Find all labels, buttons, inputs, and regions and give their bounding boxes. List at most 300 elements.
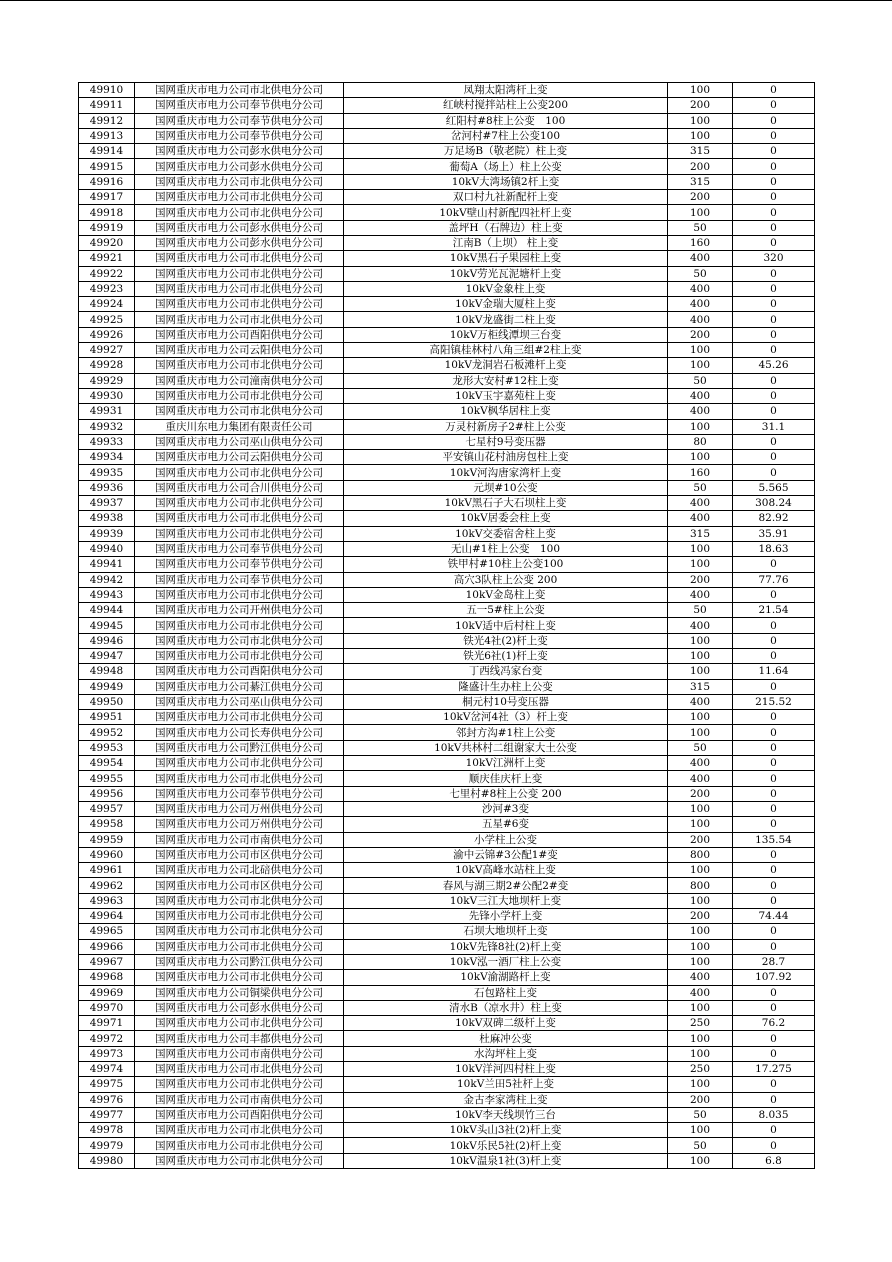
value-cell: 0 [733, 388, 815, 403]
table-row [79, 450, 815, 465]
value-cell: 0 [733, 98, 815, 113]
capacity-cell: 100 [668, 725, 733, 740]
transformer-name-cell: 10kV万柜线潭坝三台变 [344, 327, 668, 342]
table-row [79, 174, 815, 189]
value-cell: 0 [733, 1077, 815, 1092]
row-id-cell: 49946 [79, 633, 135, 648]
company-cell: 国网重庆市电力公司开州供电分公司 [135, 603, 344, 618]
transformer-name-cell: 凤翔太阳湾杆上变 [344, 83, 668, 98]
company-cell: 国网重庆市电力公司市北供电分公司 [135, 266, 344, 281]
capacity-cell: 400 [668, 496, 733, 511]
row-id-cell: 49977 [79, 1107, 135, 1122]
transformer-name-cell: 10kV温泉1社(3)杆上变 [344, 1153, 668, 1168]
company-cell: 国网重庆市电力公司丰都供电分公司 [135, 1031, 344, 1046]
value-cell: 6.8 [733, 1153, 815, 1168]
table-row [79, 1077, 815, 1092]
transformer-name-cell: 高阳镇桂林村八角三组#2柱上变 [344, 343, 668, 358]
row-id-cell: 49920 [79, 235, 135, 250]
capacity-cell: 100 [668, 541, 733, 556]
capacity-cell: 200 [668, 909, 733, 924]
row-id-cell: 49923 [79, 281, 135, 296]
row-id-cell: 49952 [79, 725, 135, 740]
table-row [79, 205, 815, 220]
row-id-cell: 49973 [79, 1046, 135, 1061]
capacity-cell: 160 [668, 465, 733, 480]
transformer-name-cell: 10kV乐民5社(2)杆上变 [344, 1138, 668, 1153]
value-cell: 0 [733, 924, 815, 939]
transformer-name-cell: 10kV先锋8社(2)杆上变 [344, 939, 668, 954]
capacity-cell: 400 [668, 511, 733, 526]
table-row [79, 587, 815, 602]
company-cell: 国网重庆市电力公司市北供电分公司 [135, 893, 344, 908]
row-id-cell: 49930 [79, 388, 135, 403]
row-id-cell: 49953 [79, 740, 135, 755]
capacity-cell: 100 [668, 205, 733, 220]
table-row [79, 756, 815, 771]
value-cell: 0 [733, 893, 815, 908]
capacity-cell: 100 [668, 648, 733, 663]
value-cell: 0 [733, 939, 815, 954]
company-cell: 国网重庆市电力公司市北供电分公司 [135, 633, 344, 648]
company-cell: 国网重庆市电力公司市北供电分公司 [135, 710, 344, 725]
value-cell: 0 [733, 312, 815, 327]
company-cell: 国网重庆市电力公司市北供电分公司 [135, 970, 344, 985]
table-row [79, 128, 815, 143]
transformer-name-cell: 10kV金岛柱上变 [344, 587, 668, 602]
capacity-cell: 100 [668, 1077, 733, 1092]
transformer-name-cell: 10kV枫华居柱上变 [344, 404, 668, 419]
capacity-cell: 400 [668, 587, 733, 602]
transformer-name-cell: 10kV洋河四村柱上变 [344, 1062, 668, 1077]
transformer-name-cell: 10kV泓一酒厂柱上公变 [344, 954, 668, 969]
capacity-cell: 100 [668, 924, 733, 939]
value-cell: 0 [733, 878, 815, 893]
row-id-cell: 49921 [79, 251, 135, 266]
row-id-cell: 49935 [79, 465, 135, 480]
value-cell: 0 [733, 587, 815, 602]
company-cell: 国网重庆市电力公司市北供电分公司 [135, 648, 344, 663]
row-id-cell: 49947 [79, 648, 135, 663]
capacity-cell: 100 [668, 633, 733, 648]
transformer-name-cell: 无山#1柱上公变 100 [344, 541, 668, 556]
table-row [79, 878, 815, 893]
transformer-name-cell: 五一5#柱上公变 [344, 603, 668, 618]
value-cell: 0 [733, 220, 815, 235]
value-cell: 0 [733, 710, 815, 725]
capacity-cell: 100 [668, 450, 733, 465]
capacity-cell: 800 [668, 878, 733, 893]
company-cell: 国网重庆市电力公司奉节供电分公司 [135, 113, 344, 128]
company-cell: 重庆川东电力集团有限责任公司 [135, 419, 344, 434]
value-cell: 11.64 [733, 664, 815, 679]
transformer-name-cell: 小学柱上公变 [344, 832, 668, 847]
capacity-cell: 315 [668, 144, 733, 159]
capacity-cell: 200 [668, 572, 733, 587]
table-body [79, 83, 815, 1169]
company-cell: 国网重庆市电力公司市北供电分公司 [135, 404, 344, 419]
value-cell: 0 [733, 1123, 815, 1138]
capacity-cell: 400 [668, 694, 733, 709]
row-id-cell: 49931 [79, 404, 135, 419]
capacity-cell: 400 [668, 312, 733, 327]
value-cell: 0 [733, 740, 815, 755]
transformer-name-cell: 双口村九社新配杆上变 [344, 190, 668, 205]
capacity-cell: 100 [668, 419, 733, 434]
row-id-cell: 49916 [79, 174, 135, 189]
company-cell: 国网重庆市电力公司长寿供电分公司 [135, 725, 344, 740]
company-cell: 国网重庆市电力公司彭水供电分公司 [135, 159, 344, 174]
company-cell: 国网重庆市电力公司市区供电分公司 [135, 847, 344, 862]
row-id-cell: 49955 [79, 771, 135, 786]
company-cell: 国网重庆市电力公司市北供电分公司 [135, 1153, 344, 1168]
row-id-cell: 49960 [79, 847, 135, 862]
row-id-cell: 49968 [79, 970, 135, 985]
table-row [79, 1138, 815, 1153]
table-row [79, 679, 815, 694]
capacity-cell: 315 [668, 526, 733, 541]
value-cell: 0 [733, 83, 815, 98]
company-cell: 国网重庆市电力公司市区供电分公司 [135, 878, 344, 893]
transformer-name-cell: 10kV河沟唐家湾杆上变 [344, 465, 668, 480]
transformer-name-cell: 10kV龙盛街二柱上变 [344, 312, 668, 327]
transformer-name-cell: 10kV高峰水站柱上变 [344, 863, 668, 878]
row-id-cell: 49962 [79, 878, 135, 893]
transformer-name-cell: 丁西线冯家台变 [344, 664, 668, 679]
table-row [79, 1046, 815, 1061]
table-row [79, 404, 815, 419]
capacity-cell: 400 [668, 281, 733, 296]
transformer-name-cell: 10kV龙洞岩石板滩杆上变 [344, 358, 668, 373]
capacity-cell: 200 [668, 98, 733, 113]
company-cell: 国网重庆市电力公司市北供电分公司 [135, 312, 344, 327]
row-id-cell: 49951 [79, 710, 135, 725]
transformer-name-cell: 10kV黑石子大石坝柱上变 [344, 496, 668, 511]
transformer-name-cell: 石包路柱上变 [344, 985, 668, 1000]
row-id-cell: 49959 [79, 832, 135, 847]
transformer-name-cell: 10kV金瑞大厦柱上变 [344, 297, 668, 312]
row-id-cell: 49964 [79, 909, 135, 924]
company-cell: 国网重庆市电力公司云阳供电分公司 [135, 450, 344, 465]
company-cell: 国网重庆市电力公司市北供电分公司 [135, 281, 344, 296]
transformer-name-cell: 万足场B（敬老院）柱上变 [344, 144, 668, 159]
company-cell: 国网重庆市电力公司黔江供电分公司 [135, 954, 344, 969]
company-cell: 国网重庆市电力公司巫山供电分公司 [135, 694, 344, 709]
transformer-name-cell: 龙形大安村#12柱上变 [344, 373, 668, 388]
value-cell: 21.54 [733, 603, 815, 618]
table-row [79, 1062, 815, 1077]
capacity-cell: 100 [668, 801, 733, 816]
transformer-name-cell: 平安镇山花村油房包柱上变 [344, 450, 668, 465]
page-top-rule [0, 0, 892, 1]
row-id-cell: 49927 [79, 343, 135, 358]
capacity-cell: 100 [668, 954, 733, 969]
table-row [79, 817, 815, 832]
row-id-cell: 49950 [79, 694, 135, 709]
row-id-cell: 49942 [79, 572, 135, 587]
company-cell: 国网重庆市电力公司彭水供电分公司 [135, 220, 344, 235]
capacity-cell: 250 [668, 1062, 733, 1077]
transformer-name-cell: 盖坪H（石牌边）柱上变 [344, 220, 668, 235]
value-cell: 107.92 [733, 970, 815, 985]
company-cell: 国网重庆市电力公司酉阳供电分公司 [135, 664, 344, 679]
capacity-cell: 160 [668, 235, 733, 250]
company-cell: 国网重庆市电力公司黔江供电分公司 [135, 740, 344, 755]
transformer-name-cell: 春风与湖三期2#公配2#变 [344, 878, 668, 893]
value-cell: 0 [733, 771, 815, 786]
capacity-cell: 50 [668, 1107, 733, 1122]
table-row [79, 98, 815, 113]
value-cell: 74.44 [733, 909, 815, 924]
table-row [79, 664, 815, 679]
table-row [79, 144, 815, 159]
transformer-name-cell: 七星村9号变压器 [344, 434, 668, 449]
table-row [79, 1153, 815, 1168]
value-cell: 0 [733, 343, 815, 358]
company-cell: 国网重庆市电力公司市北供电分公司 [135, 358, 344, 373]
company-cell: 国网重庆市电力公司市北供电分公司 [135, 618, 344, 633]
transformer-name-cell: 五星#6变 [344, 817, 668, 832]
value-cell: 0 [733, 327, 815, 342]
capacity-cell: 400 [668, 771, 733, 786]
capacity-cell: 50 [668, 603, 733, 618]
company-cell: 国网重庆市电力公司云阳供电分公司 [135, 343, 344, 358]
table-row [79, 526, 815, 541]
row-id-cell: 49926 [79, 327, 135, 342]
transformer-name-cell: 10kV金象柱上变 [344, 281, 668, 296]
value-cell: 45.26 [733, 358, 815, 373]
table-row [79, 220, 815, 235]
table-row [79, 434, 815, 449]
capacity-cell: 100 [668, 358, 733, 373]
row-id-cell: 49976 [79, 1092, 135, 1107]
value-cell: 0 [733, 205, 815, 220]
transformer-name-cell: 水沟坪柱上变 [344, 1046, 668, 1061]
row-id-cell: 49954 [79, 756, 135, 771]
row-id-cell: 49944 [79, 603, 135, 618]
transformer-name-cell: 先锋小学杆上变 [344, 909, 668, 924]
table-row [79, 83, 815, 98]
row-id-cell: 49919 [79, 220, 135, 235]
table-row [79, 1092, 815, 1107]
company-cell: 国网重庆市电力公司市北供电分公司 [135, 909, 344, 924]
table-row [79, 251, 815, 266]
table-row [79, 572, 815, 587]
row-id-cell: 49965 [79, 924, 135, 939]
table-row [79, 1016, 815, 1031]
table-row [79, 847, 815, 862]
capacity-cell: 100 [668, 893, 733, 908]
transformer-name-cell: 红阳村#8柱上公变 100 [344, 113, 668, 128]
transformer-name-cell: 金古李家湾柱上变 [344, 1092, 668, 1107]
company-cell: 国网重庆市电力公司市北供电分公司 [135, 1138, 344, 1153]
capacity-cell: 100 [668, 1123, 733, 1138]
transformer-name-cell: 10kV适中后村柱上变 [344, 618, 668, 633]
table-row [79, 465, 815, 480]
capacity-cell: 100 [668, 710, 733, 725]
table-row [79, 694, 815, 709]
table-row [79, 771, 815, 786]
value-cell: 0 [733, 801, 815, 816]
table-row [79, 1123, 815, 1138]
company-cell: 国网重庆市电力公司合川供电分公司 [135, 480, 344, 495]
table-row [79, 710, 815, 725]
capacity-cell: 50 [668, 220, 733, 235]
transformer-name-cell: 红峡村搅拌站柱上公变200 [344, 98, 668, 113]
transformer-name-cell: 10kV岔河4社（3）杆上变 [344, 710, 668, 725]
transformer-name-cell: 万灵村新房子2#柱上公变 [344, 419, 668, 434]
transformer-name-cell: 石坝大地坝杆上变 [344, 924, 668, 939]
company-cell: 国网重庆市电力公司彭水供电分公司 [135, 144, 344, 159]
row-id-cell: 49979 [79, 1138, 135, 1153]
capacity-cell: 100 [668, 863, 733, 878]
table-row [79, 832, 815, 847]
company-cell: 国网重庆市电力公司市北供电分公司 [135, 587, 344, 602]
row-id-cell: 49910 [79, 83, 135, 98]
value-cell: 0 [733, 174, 815, 189]
value-cell: 0 [733, 434, 815, 449]
value-cell: 0 [733, 679, 815, 694]
value-cell: 0 [733, 1138, 815, 1153]
row-id-cell: 49911 [79, 98, 135, 113]
row-id-cell: 49956 [79, 786, 135, 801]
company-cell: 国网重庆市电力公司市北供电分公司 [135, 1016, 344, 1031]
capacity-cell: 200 [668, 1092, 733, 1107]
capacity-cell: 200 [668, 159, 733, 174]
value-cell: 0 [733, 817, 815, 832]
table-row [79, 541, 815, 556]
capacity-cell: 100 [668, 817, 733, 832]
row-id-cell: 49924 [79, 297, 135, 312]
value-cell: 215.52 [733, 694, 815, 709]
transformer-table [78, 82, 815, 1169]
table-row [79, 388, 815, 403]
capacity-cell: 400 [668, 297, 733, 312]
capacity-cell: 100 [668, 1046, 733, 1061]
company-cell: 国网重庆市电力公司市南供电分公司 [135, 832, 344, 847]
capacity-cell: 200 [668, 190, 733, 205]
transformer-name-cell: 10kV李天线坝竹三台 [344, 1107, 668, 1122]
table-row [79, 496, 815, 511]
table-row [79, 1000, 815, 1015]
value-cell: 0 [733, 648, 815, 663]
company-cell: 国网重庆市电力公司綦江供电分公司 [135, 679, 344, 694]
table-row [79, 863, 815, 878]
table-row [79, 358, 815, 373]
row-id-cell: 49974 [79, 1062, 135, 1077]
capacity-cell: 315 [668, 174, 733, 189]
table-row [79, 266, 815, 281]
transformer-name-cell: 清水B（凉水井）柱上变 [344, 1000, 668, 1015]
transformer-name-cell: 桐元村10号变压器 [344, 694, 668, 709]
value-cell: 0 [733, 633, 815, 648]
transformer-name-cell: 江南B（上坝） 柱上变 [344, 235, 668, 250]
transformer-name-cell: 七里村#8柱上公变 200 [344, 786, 668, 801]
transformer-name-cell: 10kV头山3社(2)杆上变 [344, 1123, 668, 1138]
company-cell: 国网重庆市电力公司铜梁供电分公司 [135, 985, 344, 1000]
transformer-name-cell: 10kV玉宇嘉苑柱上变 [344, 388, 668, 403]
value-cell: 0 [733, 373, 815, 388]
value-cell: 0 [733, 756, 815, 771]
value-cell: 77.76 [733, 572, 815, 587]
row-id-cell: 49928 [79, 358, 135, 373]
value-cell: 0 [733, 725, 815, 740]
value-cell: 31.1 [733, 419, 815, 434]
transformer-name-cell: 10kV大湾场镇2杆上变 [344, 174, 668, 189]
company-cell: 国网重庆市电力公司市北供电分公司 [135, 511, 344, 526]
value-cell: 0 [733, 450, 815, 465]
capacity-cell: 100 [668, 1153, 733, 1168]
row-id-cell: 49966 [79, 939, 135, 954]
table-row [79, 786, 815, 801]
row-id-cell: 49914 [79, 144, 135, 159]
table-row [79, 909, 815, 924]
row-id-cell: 49943 [79, 587, 135, 602]
company-cell: 国网重庆市电力公司市北供电分公司 [135, 83, 344, 98]
table-row [79, 725, 815, 740]
company-cell: 国网重庆市电力公司市北供电分公司 [135, 388, 344, 403]
company-cell: 国网重庆市电力公司万州供电分公司 [135, 801, 344, 816]
capacity-cell: 400 [668, 970, 733, 985]
table-row [79, 740, 815, 755]
company-cell: 国网重庆市电力公司北碚供电分公司 [135, 863, 344, 878]
table-row [79, 327, 815, 342]
transformer-name-cell: 10kV黑石子果园柱上变 [344, 251, 668, 266]
value-cell: 308.24 [733, 496, 815, 511]
value-cell: 0 [733, 266, 815, 281]
row-id-cell: 49938 [79, 511, 135, 526]
transformer-name-cell: 元坝#10公变 [344, 480, 668, 495]
value-cell: 0 [733, 557, 815, 572]
value-cell: 0 [733, 144, 815, 159]
value-cell: 0 [733, 786, 815, 801]
company-cell: 国网重庆市电力公司市北供电分公司 [135, 939, 344, 954]
capacity-cell: 100 [668, 83, 733, 98]
company-cell: 国网重庆市电力公司市北供电分公司 [135, 1062, 344, 1077]
table-row [79, 801, 815, 816]
table-row [79, 373, 815, 388]
transformer-name-cell: 10kV劳光瓦泥塘杆上变 [344, 266, 668, 281]
company-cell: 国网重庆市电力公司奉节供电分公司 [135, 557, 344, 572]
table-row [79, 648, 815, 663]
table-row [79, 312, 815, 327]
row-id-cell: 49948 [79, 664, 135, 679]
value-cell: 320 [733, 251, 815, 266]
value-cell: 0 [733, 159, 815, 174]
capacity-cell: 100 [668, 128, 733, 143]
transformer-name-cell: 渝中云锦#3公配1#变 [344, 847, 668, 862]
table-row [79, 603, 815, 618]
capacity-cell: 400 [668, 388, 733, 403]
value-cell: 18.63 [733, 541, 815, 556]
value-cell: 0 [733, 863, 815, 878]
transformer-name-cell: 10kV兰田5社杆上变 [344, 1077, 668, 1092]
transformer-name-cell: 10kV江洲杆上变 [344, 756, 668, 771]
company-cell: 国网重庆市电力公司彭水供电分公司 [135, 1000, 344, 1015]
transformer-name-cell: 10kV渝湖路杆上变 [344, 970, 668, 985]
table-row [79, 618, 815, 633]
capacity-cell: 400 [668, 404, 733, 419]
row-id-cell: 49967 [79, 954, 135, 969]
company-cell: 国网重庆市电力公司奉节供电分公司 [135, 541, 344, 556]
company-cell: 国网重庆市电力公司市北供电分公司 [135, 496, 344, 511]
row-id-cell: 49940 [79, 541, 135, 556]
capacity-cell: 315 [668, 679, 733, 694]
value-cell: 0 [733, 297, 815, 312]
row-id-cell: 49961 [79, 863, 135, 878]
row-id-cell: 49915 [79, 159, 135, 174]
transformer-name-cell: 10kV居委会柱上变 [344, 511, 668, 526]
transformer-name-cell: 邻封方沟#1柱上公变 [344, 725, 668, 740]
